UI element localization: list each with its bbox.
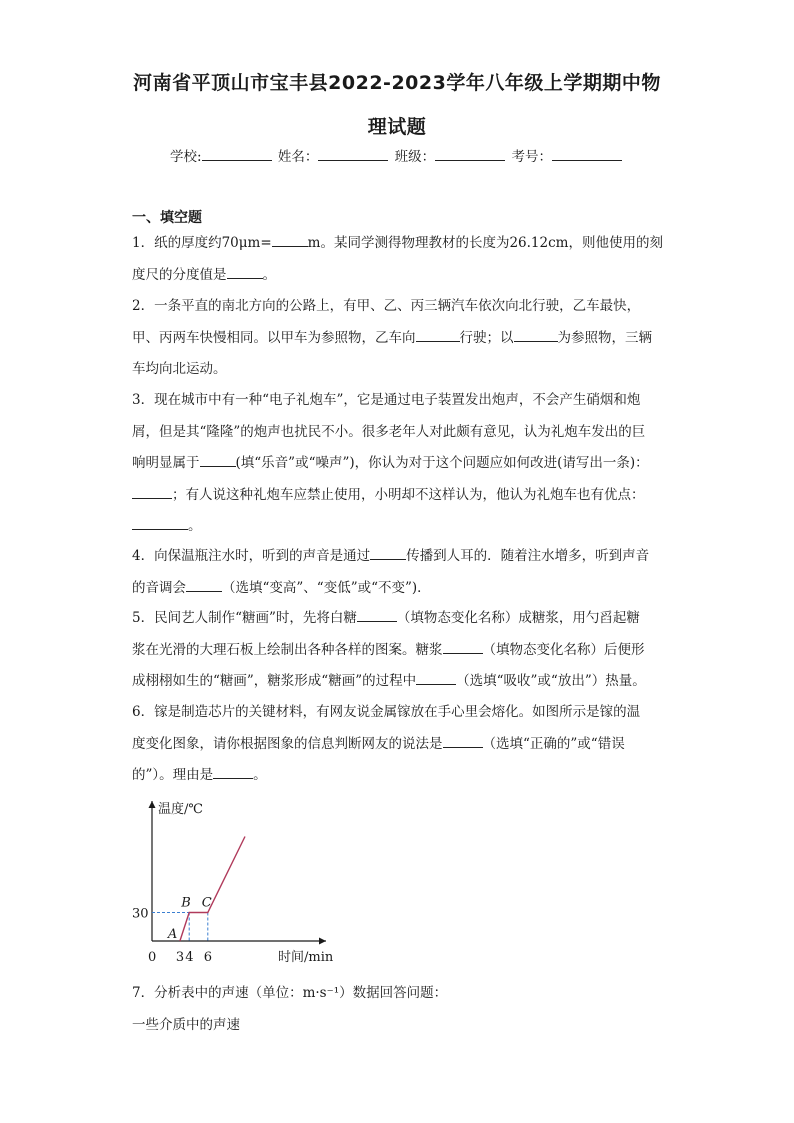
exam-title-line1: 河南省平顶山市宝丰县2022-2023学年八年级上学期期中物 <box>133 72 661 94</box>
q3-text-c: ；有人说这种礼炮车应禁止使用，小明却不这样认为，他认为礼炮车也有优点： <box>172 486 645 503</box>
question-4 <box>132 541 670 604</box>
q4-text-d: （选填“变高”、“变低”或“不变”)． <box>222 579 431 596</box>
x-tick-0: 0 <box>148 950 157 965</box>
q3-text-b: (填“乐音”或“噪声”)，你认为对于这个问题应如何改进(请写出一条)： <box>235 455 649 471</box>
q4-text-b: 传播到人耳的．随着注水增多，听到声音 <box>406 548 650 564</box>
q6-text-c: 的”）。理由是 <box>132 767 214 783</box>
q5-text-b: （填物态变化名称）成糖浆，用勺舀起糖 <box>396 610 640 626</box>
point-label-a: A <box>167 927 178 942</box>
gallium-temperature-chart <box>130 795 340 967</box>
q7-line-2: 一些介质中的声速 <box>132 1016 240 1033</box>
q6-text-d: 。 <box>253 767 267 783</box>
exam-no-label: 考号： <box>511 149 552 165</box>
name-label: 姓名： <box>277 149 319 165</box>
y-axis-label: 温度/℃ <box>158 802 203 817</box>
x-tick-3: 3 <box>175 950 185 965</box>
student-info-row <box>0 145 794 165</box>
x-axis-label: 时间/min <box>278 950 334 965</box>
name-blank[interactable] <box>318 148 388 161</box>
point-label-c: C <box>201 895 212 911</box>
q4-text-a: 4．向保温瓶注水时，听到的声音是通过 <box>132 548 371 564</box>
exam-no-blank[interactable] <box>552 148 622 161</box>
y-tick-30: 30 <box>132 906 149 922</box>
q2-blank-1[interactable] <box>416 327 460 342</box>
q5-blank-2[interactable] <box>443 639 483 654</box>
q2-text-c: 为参照物，三辆 <box>557 329 652 346</box>
q2-text-a: 甲、丙两车快慢相同。以甲车为参照物，乙车向 <box>132 329 416 346</box>
question-5 <box>132 603 670 698</box>
question-3 <box>132 385 670 543</box>
class-label: 班级： <box>394 149 436 165</box>
q1-text-b: m。某同学测得物理教材的长度为26.12cm，则他使用的刻 <box>307 235 663 251</box>
q5-blank-1[interactable] <box>357 607 397 622</box>
q7-line-1: 7．分析表中的声速（单位：m·s⁻¹）数据回答问题： <box>132 985 448 1001</box>
class-blank[interactable] <box>435 148 505 161</box>
question-1 <box>132 228 670 291</box>
q5-text-f: （选填“吸收”或“放出”）热量。 <box>456 673 646 689</box>
q1-blank-1[interactable] <box>272 232 308 247</box>
exam-title-line2: 理试题 <box>367 116 427 138</box>
school-label: 学校: <box>170 149 202 165</box>
q3-text-d: 。 <box>188 518 202 534</box>
q3-line-1: 3．现在城市中有一种“电子礼炮车”，它是通过电子装置发出炮声，不会产生硝烟和炮 <box>132 392 641 408</box>
q5-text-a: 5．民间艺人制作“糖画”时，先将白糖 <box>132 610 357 626</box>
x-tick-4: 4 <box>185 950 194 965</box>
q6-line-1: 6．镓是制造芯片的关键材料，有网友说金属镓放在手心里会熔化。如图所示是镓的温 <box>132 704 641 720</box>
q1-blank-2[interactable] <box>227 264 263 279</box>
q2-line-3: 车均向北运动。 <box>132 361 227 377</box>
q5-blank-3[interactable] <box>416 670 456 685</box>
q2-blank-2[interactable] <box>514 327 558 342</box>
section-title: 一、填空题 <box>132 210 202 226</box>
q3-text-a: 响明显属于 <box>132 455 200 471</box>
chart-svg <box>130 795 340 967</box>
q5-text-e: 成栩栩如生的“糖画”，糖浆形成“糖画”的过程中 <box>132 673 417 689</box>
q3-blank-1[interactable] <box>200 452 236 467</box>
q1-text-a: 1．纸的厚度约70μm= <box>132 235 272 251</box>
q5-text-c: 浆在光滑的大理石板上绘制出各种各样的图案。糖浆 <box>132 641 443 658</box>
q2-text-b: 行驶；以 <box>459 329 514 346</box>
q6-blank-1[interactable] <box>443 733 483 748</box>
q1-text-c: 度尺的分度值是 <box>132 266 227 283</box>
q4-text-c: 的音调会 <box>132 579 186 596</box>
point-label-b: B <box>181 895 191 911</box>
question-2 <box>132 291 670 386</box>
q4-blank-2[interactable] <box>186 577 222 592</box>
question-7 <box>132 978 670 1041</box>
q3-blank-2[interactable] <box>132 484 172 499</box>
q5-text-d: （填物态变化名称）后便形 <box>482 641 645 658</box>
school-blank[interactable] <box>202 148 272 161</box>
q1-text-d: 。 <box>262 266 276 283</box>
x-tick-6: 6 <box>203 950 213 965</box>
q2-line-1: 2．一条平直的南北方向的公路上，有甲、乙、丙三辆汽车依次向北行驶，乙车最快， <box>132 298 641 314</box>
q6-text-a: 度变化图象，请你根据图象的信息判断网友的说法是 <box>132 735 443 752</box>
question-6 <box>132 697 670 792</box>
q6-blank-2[interactable] <box>213 764 253 779</box>
q4-blank-1[interactable] <box>370 545 406 560</box>
q3-line-2: 屑，但是其“隆隆”的炮声也扰民不小。很多老年人对此颇有意见，认为礼炮车发出的巨 <box>132 423 646 440</box>
q6-text-b: （选填“正确的”或“错误 <box>482 735 625 752</box>
q3-blank-3[interactable] <box>132 515 188 530</box>
